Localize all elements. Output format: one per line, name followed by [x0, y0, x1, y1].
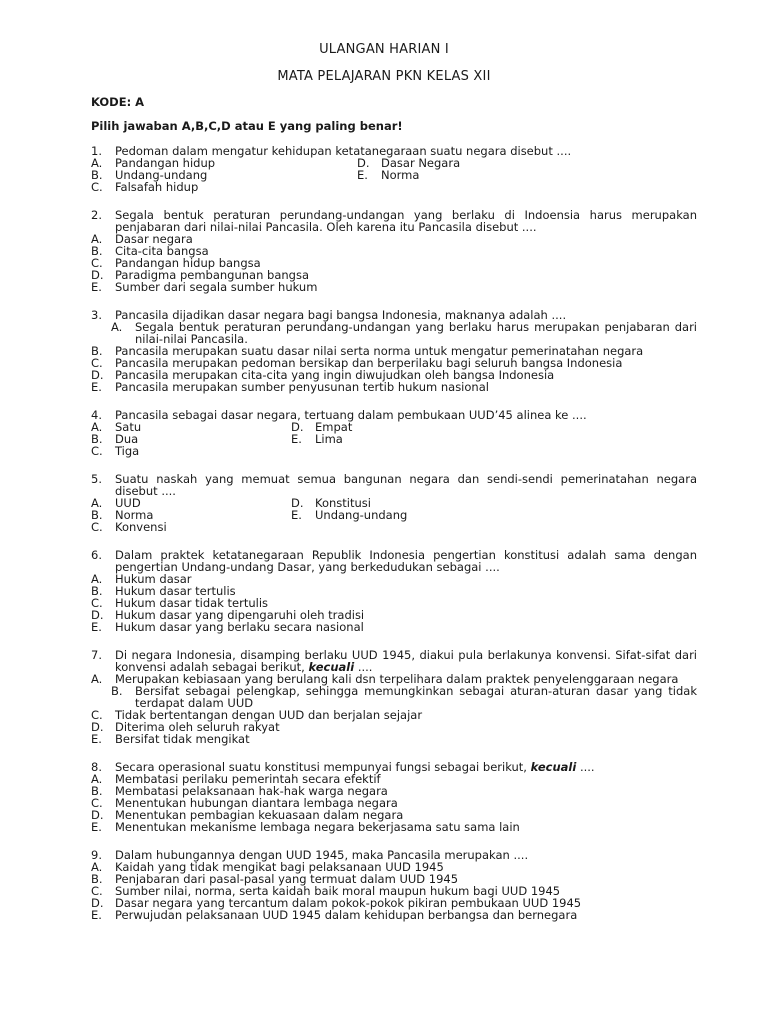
question-8 — [91, 761, 697, 833]
option-c: Menentukan hubungan diantara lembaga negara — [115, 796, 398, 810]
option-a: Merupakan kebiasaan yang berulang kali dsn terpelihara dalam praktek penyelenggaraan negara — [115, 672, 679, 686]
option-d: Menentukan pembagian kekuasaan dalam negara — [115, 808, 404, 822]
option-e: Perwujudan pelaksanaan UUD 1945 dalam kehidupan berbangsa dan bernegara — [115, 908, 578, 922]
question-number: 1. — [91, 144, 102, 158]
option-d: Empat — [315, 420, 353, 434]
question-text: Pancasila sebagai dasar negara, tertuang dalam pembukaan UUD’45 alinea ke .... — [115, 408, 587, 422]
option-letter: A. — [91, 672, 103, 686]
option-letter: D. — [91, 720, 104, 734]
option-b: Membatasi pelaksanaan hak-hak warga negara — [115, 784, 388, 798]
option-letter: A. — [111, 320, 123, 334]
exam-code: KODE: A — [91, 95, 145, 109]
option-c: Tidak bertentangan dengan UUD dan berjalan sejajar — [115, 708, 423, 722]
option-b: Undang-undang — [115, 168, 208, 182]
option-letter: E. — [91, 820, 102, 834]
option-letter: A. — [91, 860, 103, 874]
option-letter: D. — [91, 808, 104, 822]
option-c: Tiga — [115, 444, 140, 458]
option-a: Satu — [115, 420, 142, 434]
option-a: Pandangan hidup — [115, 156, 216, 170]
option-c: Sumber nilai, norma, serta kaidah baik moral maupun hukum bagi UUD 1945 — [115, 884, 561, 898]
question-text: Secara operasional suatu konstitusi mempunyai fungsi sebagai berikut, kecuali .... — [115, 760, 595, 774]
option-d: Pancasila merupakan cita-cita yang ingin diwujudkan oleh bangsa Indonesia — [115, 368, 555, 382]
option-letter: E. — [357, 168, 368, 182]
option-b: Dua — [115, 432, 139, 446]
option-letter: B. — [91, 872, 103, 886]
question-7 — [91, 649, 697, 745]
option-c: Falsafah hidup — [115, 180, 199, 194]
option-c: Pancasila merupakan pedoman bersikap dan berperilaku bagi seluruh bangsa Indonesia — [115, 356, 623, 370]
question-number: 5. — [91, 472, 102, 486]
option-a: Segala bentuk peraturan perundang-undangan yang berlaku harus merupakan penjabaran dari nilai-nilai Pancasila. — [135, 320, 697, 346]
option-letter: E. — [91, 908, 102, 922]
question-text: Dalam praktek ketatanegaraan Republik Indonesia pengertian konstitusi adalah sama dengan pengertian Undang-undang Dasar, yang berkedudukan sebagai .... — [115, 548, 697, 574]
option-e: Pancasila merupakan sumber penyusunan tertib hukum nasional — [115, 380, 489, 394]
option-b: Norma — [115, 508, 154, 522]
option-letter: B. — [91, 508, 103, 522]
option-letter: C. — [91, 444, 103, 458]
option-letter: C. — [91, 708, 103, 722]
option-letter: D. — [91, 268, 104, 282]
question-text: Dalam hubungannya dengan UUD 1945, maka Pancasila merupakan .... — [115, 848, 529, 862]
option-letter: A. — [91, 156, 103, 170]
option-letter: D. — [291, 420, 304, 434]
option-letter: D. — [91, 368, 104, 382]
question-4 — [91, 409, 697, 457]
option-d: Dasar negara yang tercantum dalam pokok-pokok pikiran pembukaan UUD 1945 — [115, 896, 582, 910]
option-a: Membatasi perilaku pemerintah secara efektif — [115, 772, 381, 786]
option-c: Hukum dasar tidak tertulis — [115, 596, 269, 610]
option-letter: B. — [111, 684, 123, 698]
option-letter: C. — [91, 256, 103, 270]
option-letter: E. — [91, 620, 102, 634]
option-e: Menentukan mekanisme lembaga negara bekerjasama satu sama lain — [115, 820, 520, 834]
option-letter: D. — [357, 156, 370, 170]
question-number: 8. — [91, 760, 102, 774]
option-d: Konstitusi — [315, 496, 371, 510]
option-e: Norma — [381, 168, 420, 182]
option-b: Pancasila merupakan suatu dasar nilai serta norma untuk mengatur pemerinatahan negara — [115, 344, 644, 358]
question-6 — [91, 549, 697, 633]
option-e: Sumber dari segala sumber hukum — [115, 280, 318, 294]
option-b: Bersifat sebagai pelengkap, sehingga memungkinkan sebagai aturan-aturan dasar yang tidak terdapat dalam UUD — [135, 684, 697, 710]
question-1 — [91, 145, 697, 193]
question-5 — [91, 473, 697, 533]
question-number: 4. — [91, 408, 102, 422]
option-a: Dasar negara — [115, 232, 193, 246]
option-d: Dasar Negara — [381, 156, 461, 170]
exam-subtitle: MATA PELAJARAN PKN KELAS XII — [277, 69, 491, 84]
option-b: Hukum dasar tertulis — [115, 584, 236, 598]
option-letter: B. — [91, 344, 103, 358]
option-a: UUD — [115, 496, 141, 510]
option-letter: A. — [91, 572, 103, 586]
option-c: Pandangan hidup bangsa — [115, 256, 261, 270]
question-text: Suatu naskah yang memuat semua bangunan negara dan sendi-sendi pemerinatahan negara disebut .... — [115, 472, 697, 498]
question-text: Segala bentuk peraturan perundang-undangan yang berlaku di Indoensia harus merupakan penjabaran dari nilai-nilai Pancasila. Oleh karena itu Pancasila disebut .... — [115, 208, 697, 234]
option-letter: B. — [91, 584, 103, 598]
option-letter: D. — [91, 896, 104, 910]
question-number: 9. — [91, 848, 102, 862]
question-number: 7. — [91, 648, 102, 662]
option-b: Cita-cita bangsa — [115, 244, 209, 258]
question-text: Pedoman dalam mengatur kehidupan ketatanegaraan suatu negara disebut .... — [115, 144, 572, 158]
option-letter: A. — [91, 232, 103, 246]
option-letter: E. — [91, 280, 102, 294]
option-letter: D. — [91, 608, 104, 622]
option-letter: E. — [291, 508, 302, 522]
keyword-kecuali: kecuali — [530, 760, 577, 774]
question-list — [91, 145, 697, 937]
option-d: Paradigma pembangunan bangsa — [115, 268, 309, 282]
option-letter: C. — [91, 180, 103, 194]
question-9 — [91, 849, 697, 921]
option-letter: A. — [91, 420, 103, 434]
exam-instruction: Pilih jawaban A,B,C,D atau E yang paling benar! — [91, 119, 403, 133]
option-letter: B. — [91, 244, 103, 258]
option-a: Kaidah yang tidak mengikat bagi pelaksanaan UUD 1945 — [115, 860, 444, 874]
keyword-kecuali: kecuali — [308, 660, 355, 674]
question-number: 2. — [91, 208, 102, 222]
option-b: Penjabaran dari pasal-pasal yang termuat dalam UUD 1945 — [115, 872, 459, 886]
exam-title: ULANGAN HARIAN I — [319, 42, 449, 57]
option-d: Diterima oleh seluruh rakyat — [115, 720, 280, 734]
option-e: Bersifat tidak mengikat — [115, 732, 250, 746]
question-number: 6. — [91, 548, 102, 562]
question-text: Di negara Indonesia, disamping berlaku UUD 1945, diakui pula berlakunya konvensi. Sifat-sifat dari konvensi adalah sebagai berikut, kecuali .... — [115, 648, 697, 674]
option-letter: C. — [91, 796, 103, 810]
option-letter: A. — [91, 496, 103, 510]
option-letter: E. — [91, 380, 102, 394]
option-letter: E. — [291, 432, 302, 446]
option-letter: C. — [91, 884, 103, 898]
option-letter: D. — [291, 496, 304, 510]
option-letter: E. — [91, 732, 102, 746]
option-c: Konvensi — [115, 520, 167, 534]
option-e: Undang-undang — [315, 508, 408, 522]
question-text: Pancasila dijadikan dasar negara bagi bangsa Indonesia, maknanya adalah .... — [115, 308, 567, 322]
question-3 — [91, 309, 697, 393]
option-e: Hukum dasar yang berlaku secara nasional — [115, 620, 364, 634]
option-letter: B. — [91, 432, 103, 446]
option-letter: C. — [91, 356, 103, 370]
option-letter: A. — [91, 772, 103, 786]
option-letter: B. — [91, 784, 103, 798]
option-a: Hukum dasar — [115, 572, 192, 586]
option-e: Lima — [315, 432, 343, 446]
option-letter: C. — [91, 596, 103, 610]
option-letter: B. — [91, 168, 103, 182]
option-letter: C. — [91, 520, 103, 534]
option-d: Hukum dasar yang dipengaruhi oleh tradisi — [115, 608, 365, 622]
question-number: 3. — [91, 308, 102, 322]
question-2 — [91, 209, 697, 293]
